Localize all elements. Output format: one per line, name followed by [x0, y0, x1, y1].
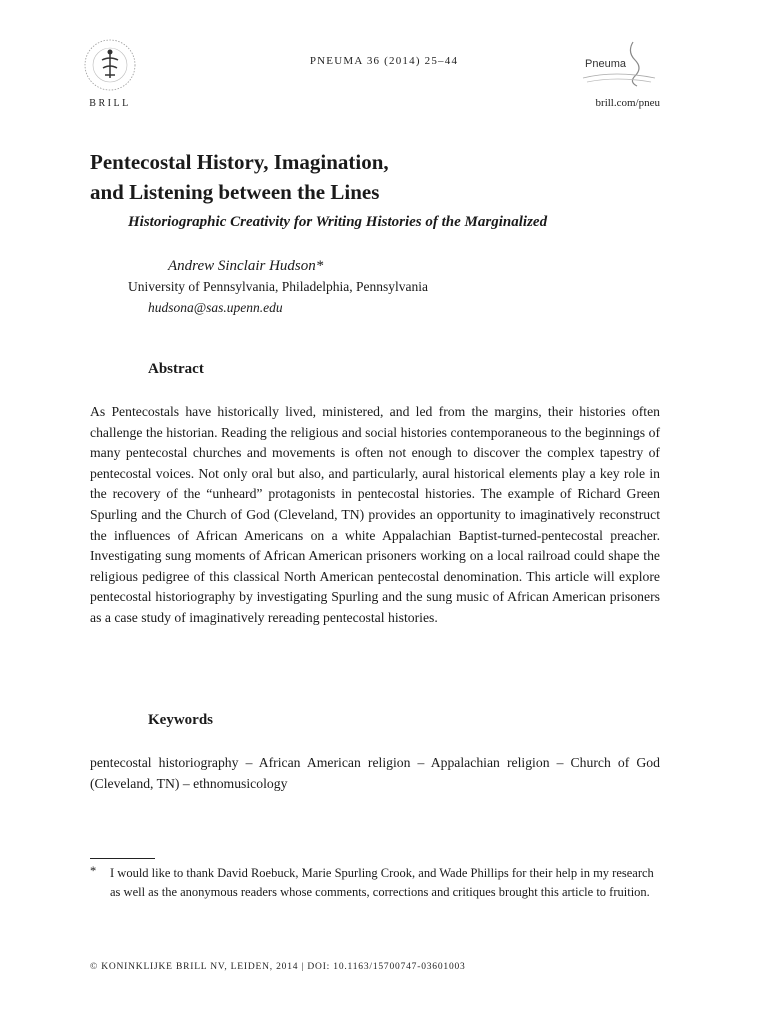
journal-url[interactable]: brill.com/pneu: [595, 97, 660, 109]
abstract-heading: Abstract: [148, 361, 204, 377]
article-subtitle: Historiographic Creativity for Writing Histories of the Marginalized: [128, 214, 548, 230]
brill-logo: [80, 38, 140, 109]
author-email[interactable]: hudsona@sas.upenn.edu: [148, 300, 283, 315]
title-line-1: Pentecostal History, Imagination,: [90, 150, 389, 174]
copyright-doi-footer: © KONINKLIJKE BRILL NV, LEIDEN, 2014 | DOI: 10.1163/15700747-03601003: [90, 962, 466, 972]
title-line-2: and Listening between the Lines: [90, 180, 380, 204]
footnote-mark: *: [90, 864, 97, 878]
article-title: [90, 147, 690, 207]
footnote-divider: [90, 858, 155, 859]
keywords-text: pentecostal historiography – African American religion – Appalachian religion – Church of God (Cleveland, TN) – ethnomusicology: [90, 755, 660, 791]
pneuma-logo: [575, 40, 665, 88]
abstract-text: As Pentecostals have historically lived, ministered, and led from the margins, their histories often challenge the historian. Reading the religious and social histories contemporaneous to the beginnings of many pentecostal churches and movements is often not enough to discover the complex tapestry of pentecostal voices. Not only oral but also, and particularly, aural historical elements play a key role in the recovery of the “unheard” protagonists in pentecostal histories. The example of Richard Green Spurling and the Church of God (Cleveland, TN) provides an opportunity to imaginatively reconstruct the influences of African Americans on a white Appalachian Baptist-turned-pentecostal preacher. Investigating sung moments of African American prisoners working on a local railroad could shape the religious pedigree of this classical North American pentecostal denomination. This article will explore pentecostal historiography by investigating Spurling and the sung music of African American prisoners as a case study of imaginatively rereading pentecostal histories.: [90, 404, 660, 625]
keywords-heading: Keywords: [148, 712, 213, 728]
journal-citation: PNEUMA 36 (2014) 25–44: [309, 55, 459, 67]
publisher-name: BRILL: [89, 98, 131, 109]
journal-logo-text: Pneuma: [585, 58, 626, 70]
footnote-text: I would like to thank David Roebuck, Marie Spurling Crook, and Wade Phillips for their help in my research as well as the anonymous readers whose comments, corrections and critiques brought this article to fruition.: [110, 866, 654, 899]
author-name: Andrew Sinclair Hudson*: [168, 258, 324, 274]
author-affiliation: University of Pennsylvania, Philadelphia, Pennsylvania: [128, 279, 428, 294]
